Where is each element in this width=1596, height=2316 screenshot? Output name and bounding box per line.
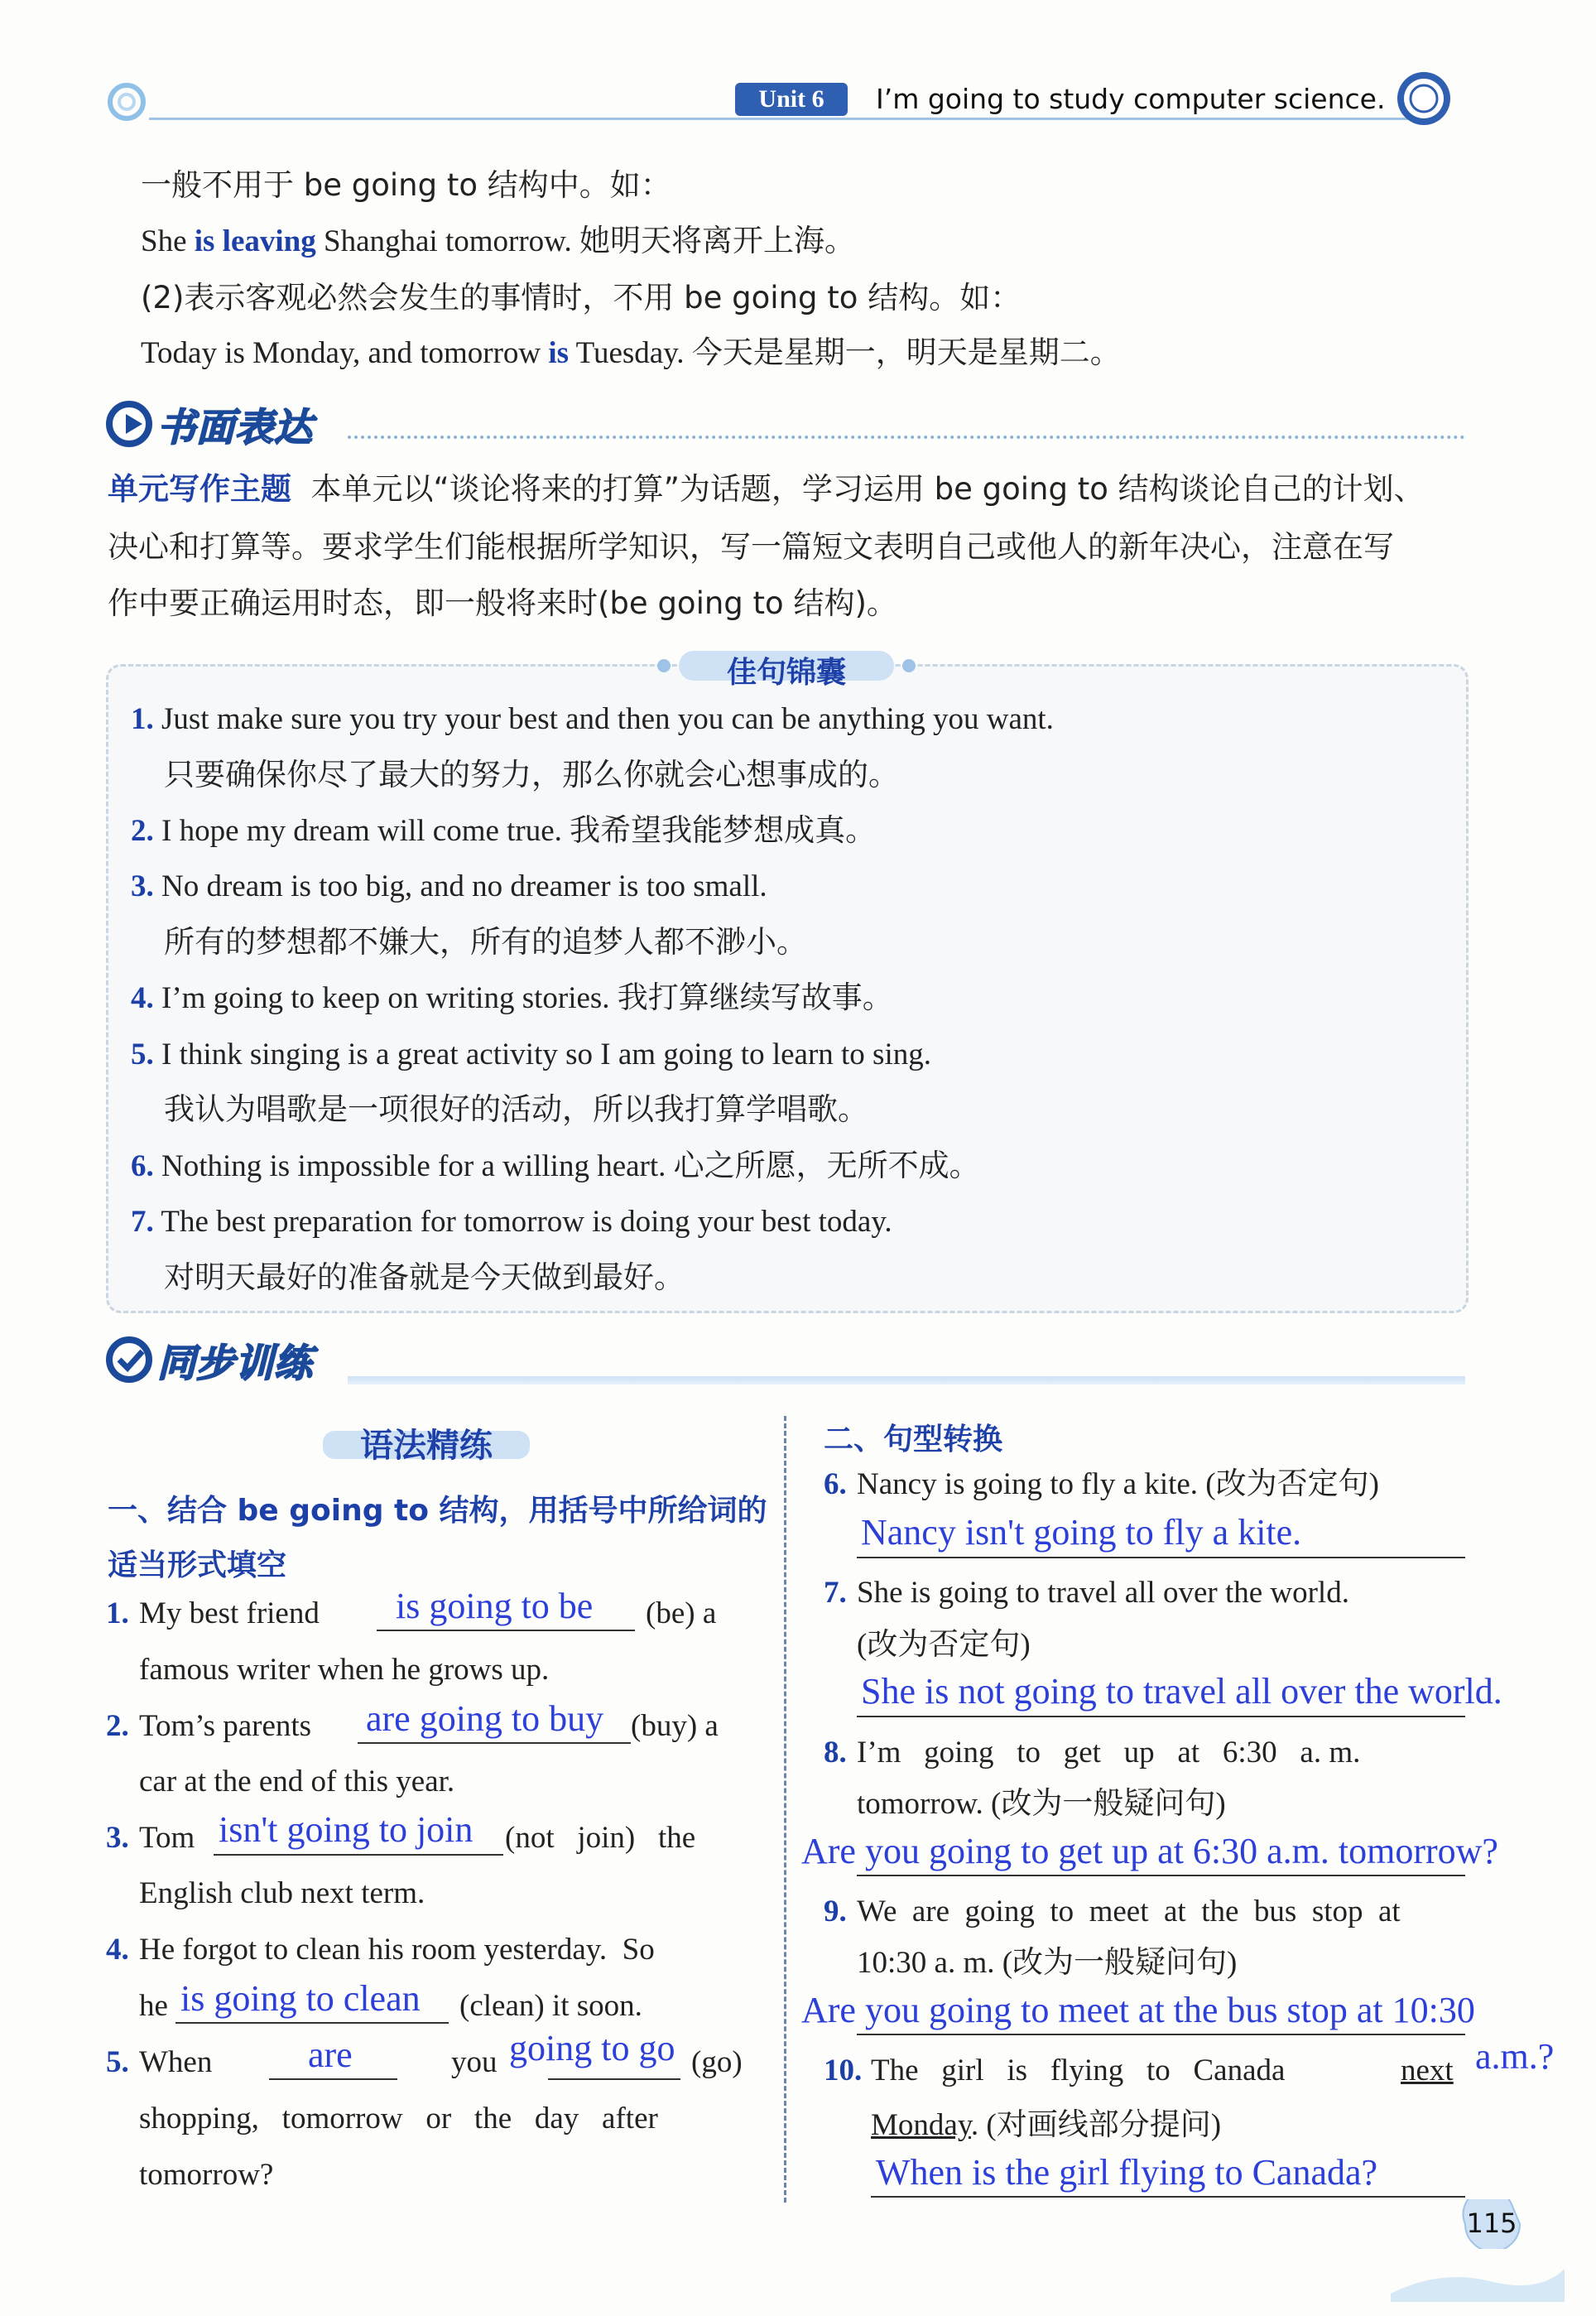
q6-answer: Nancy isn't going to fly a kite. [861, 1512, 1302, 1553]
writing-section-icon [106, 399, 156, 449]
q2-line2: car at the end of this year. [139, 1765, 455, 1798]
q8-number: 8. [824, 1736, 847, 1770]
q7-number: 7. [824, 1576, 847, 1610]
sentence-3: 3. No dream is too big, and no dreamer is too small. [131, 869, 767, 903]
q9-question: We are going to meet at the bus stop at [857, 1895, 1401, 1928]
sentence-1: 1. Just make sure you try your best and then you can be anything you want. [131, 702, 1054, 736]
q7-answer: She is not going to travel all over the world. [861, 1671, 1502, 1712]
q2-answer: are going to buy [366, 1698, 604, 1739]
publisher-logo-icon [1395, 70, 1453, 128]
q3-text: Tom [139, 1821, 195, 1855]
q5-answer-1: are [308, 2034, 353, 2075]
sentence-2: 2. I hope my dream will come true. 我希望我能梦想成真。 [131, 814, 877, 848]
q5-line2: shopping, tomorrow or the day after [139, 2102, 658, 2135]
unit-badge [735, 83, 848, 116]
sentence-3-translation: 所有的梦想都不嫌大，所有的追梦人都不渺小。 [164, 926, 807, 960]
q7-question: She is going to travel all over the world. [857, 1576, 1349, 1610]
q10-question-line2: Monday. (对画线部分提问) [871, 2108, 1222, 2142]
q3-number: 3. [106, 1821, 129, 1855]
q3-hint: (not join) the [505, 1821, 696, 1855]
writing-section-title: 书面表达 [157, 405, 313, 450]
q4-number: 4. [106, 1933, 129, 1967]
q5-mid: you [451, 2045, 498, 2079]
q10-number: 10. [824, 2054, 863, 2087]
practice-section-title: 同步训练 [157, 1341, 313, 1385]
sentence-4: 4. I’m going to keep on writing stories. 我打算继续写故事。 [131, 981, 893, 1015]
sentence-1-translation: 只要确保你尽了最大的努力，那么你就会心想事成的。 [164, 758, 899, 792]
column-divider [784, 1416, 786, 2203]
q1-number: 1. [106, 1596, 129, 1630]
q2-text: Tom’s parents [139, 1709, 312, 1743]
q4-line1: He forgot to clean his room yesterday. So [139, 1933, 655, 1967]
sentence-7-translation: 对明天最好的准备就是今天做到最好。 [164, 1261, 685, 1295]
q9-question-line2: 10:30 a. m. (改为一般疑问句) [857, 1946, 1238, 1980]
q10-answer: When is the girl flying to Canada? [876, 2152, 1378, 2193]
intro-line3: (2)表示客观必然会发生的事情时，不用 be going to 结构。如： [141, 280, 1022, 315]
header-swirl-icon [106, 81, 147, 123]
q6-number: 6. [824, 1467, 847, 1501]
q5-text: When [139, 2045, 213, 2079]
intro-line1: 一般不用于 be going to 结构中。如： [141, 167, 671, 203]
q3-answer: isn't going to join [219, 1809, 474, 1850]
q2-hint: (buy) a [631, 1709, 719, 1743]
unit-label: Unit 6 [758, 85, 824, 113]
q8-question: I’m going to get up at 6:30 a. m. [857, 1736, 1361, 1770]
box-title: 佳句锦囊 [726, 656, 846, 690]
sentence-7: 7. The best preparation for tomorrow is doing your best today. [131, 1205, 892, 1239]
q7-question-line2: (改为否定句) [857, 1628, 1031, 1662]
sentence-5: 5. I think singing is a great activity so I am going to learn to sing. [131, 1038, 931, 1071]
box-title-badge [646, 646, 927, 690]
q5-number: 5. [106, 2045, 129, 2079]
header-rule [149, 118, 1440, 120]
page-number-badge [1459, 2199, 1530, 2249]
practice-section-rule [348, 1376, 1465, 1384]
writing-topic-label: 单元写作主题 [108, 471, 291, 507]
q10-question: The girl is flying to Canada [871, 2054, 1286, 2087]
page-number: 115 [1466, 2208, 1517, 2239]
q1-text: My best friend [139, 1596, 320, 1630]
q10-underlined-monday: Monday [871, 2108, 971, 2142]
q8-question-line2: tomorrow. (改为一般疑问句) [857, 1787, 1226, 1821]
left-instruction-line1: 一、结合 be going to 结构，用括号中所给词的 [108, 1494, 767, 1528]
q1-line2: famous writer when he grows up. [139, 1653, 550, 1687]
q8-answer: Are you going to get up at 6:30 a.m. tomorrow? [801, 1831, 1498, 1871]
q4-hint: (clean) it soon. [459, 1989, 642, 2023]
writing-topic-line2: 决心和打算等。要求学生们能根据所学知识，写一篇短文表明自己或他人的新年决心，注意在写 [108, 529, 1394, 565]
intro-example1: She is leaving Shanghai tomorrow. 她明天将离开上海。 [141, 224, 855, 258]
q4-text: he [139, 1989, 168, 2023]
writing-section-rule [348, 436, 1465, 439]
writing-topic-line3: 作中要正确运用时态，即一般将来时(be going to 结构)。 [108, 585, 897, 621]
q6-question: Nancy is going to fly a kite. (改为否定句) [857, 1467, 1379, 1501]
writing-topic: 单元写作主题 本单元以“谈论将来的打算”为话题，学习运用 be going to 结构谈论自己的计划、 [108, 471, 1425, 507]
q2-number: 2. [106, 1709, 129, 1743]
q9-answer-tail: a.m.? [1475, 2036, 1555, 2077]
header-title: I’m going to study computer science. [876, 83, 1386, 115]
sentence-5-translation: 我认为唱歌是一项很好的活动，所以我打算学唱歌。 [164, 1093, 868, 1127]
intro-example2: Today is Monday, and tomorrow is Tuesday. 今天是星期一，明天是星期二。 [141, 336, 1121, 370]
q5-answer-2: going to go [509, 2028, 675, 2068]
q1-answer: is going to be [396, 1586, 594, 1626]
sentence-6: 6. Nothing is impossible for a willing heart. 心之所愿，无所不成。 [131, 1149, 980, 1183]
q5-hint: (go) [691, 2045, 743, 2079]
q4-answer: is going to clean [180, 1978, 421, 2019]
q1-hint: (be) a [646, 1596, 717, 1630]
q9-answer: Are you going to meet at the bus stop at 10:30 [801, 1990, 1475, 2030]
left-instruction-line2: 适当形式填空 [108, 1548, 287, 1582]
q5-line3: tomorrow? [139, 2158, 274, 2192]
q10-underlined-next: next [1401, 2054, 1454, 2087]
right-instruction: 二、句型转换 [824, 1423, 1003, 1457]
grammar-badge [315, 1416, 538, 1466]
q3-line2: English club next term. [139, 1876, 425, 1910]
practice-section-icon [106, 1335, 156, 1384]
q9-number: 9. [824, 1895, 847, 1928]
grammar-badge-label: 语法精练 [360, 1427, 493, 1465]
